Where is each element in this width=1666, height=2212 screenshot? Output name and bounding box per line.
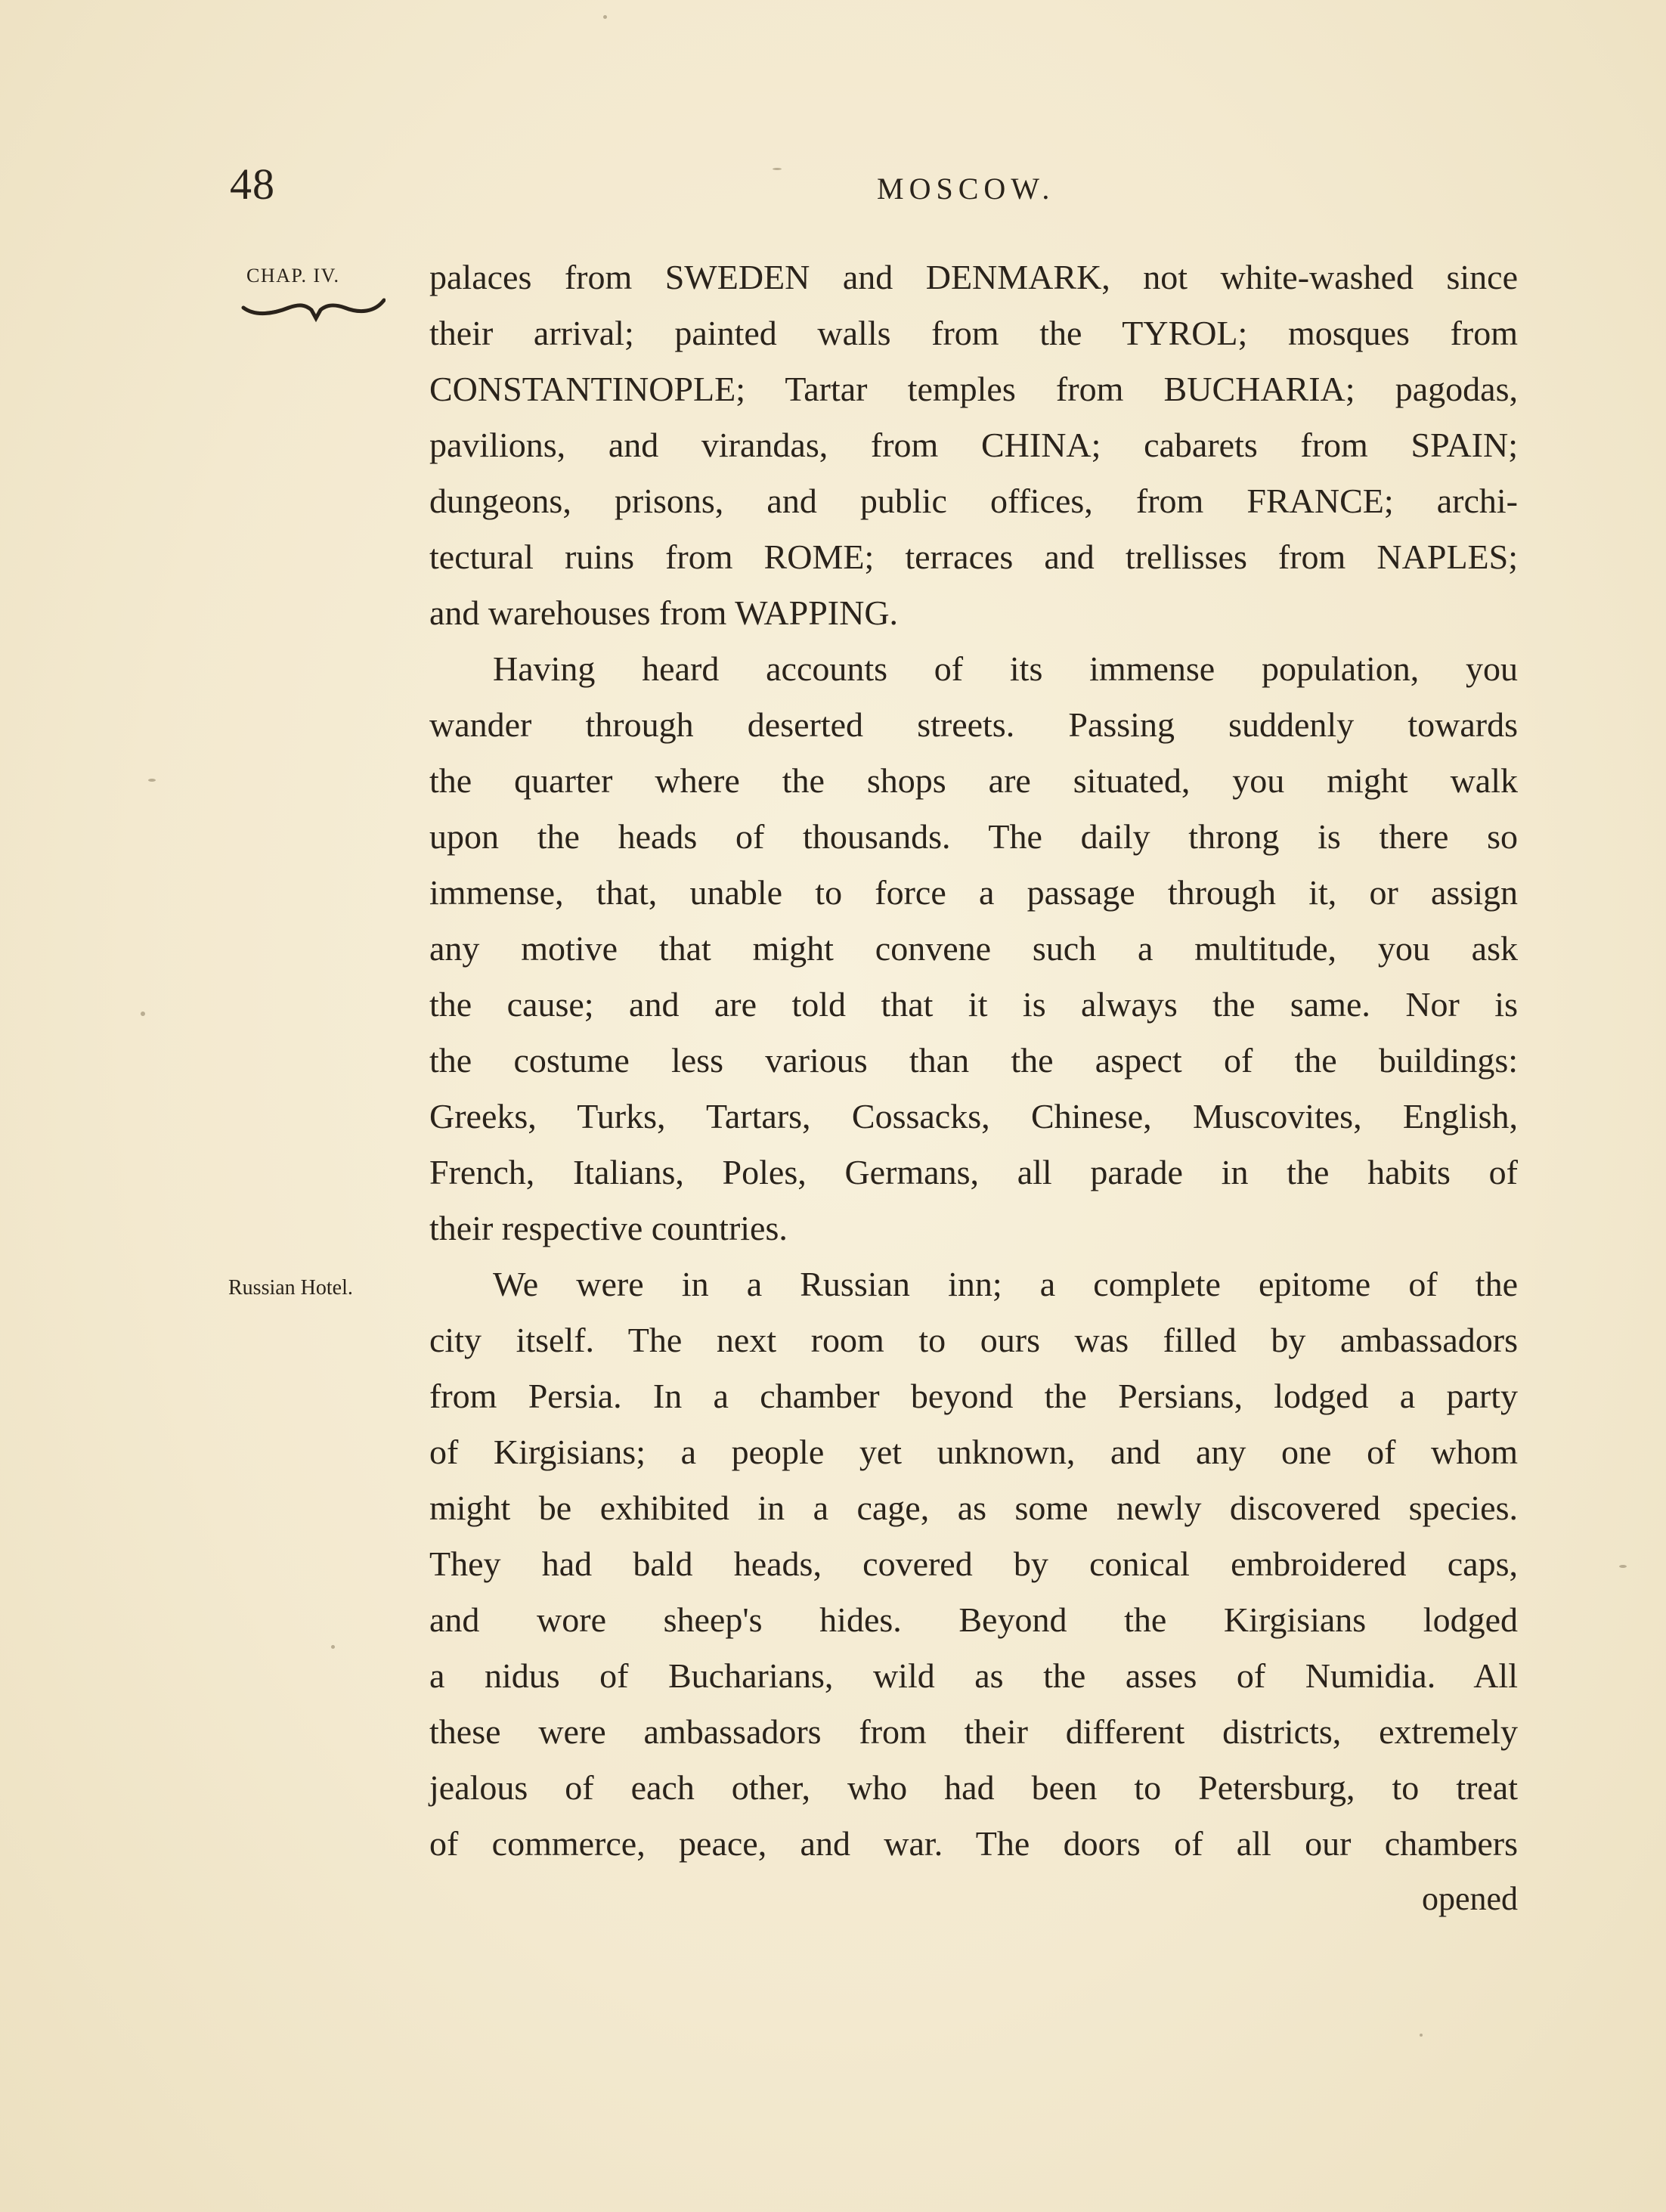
text-line: dungeons, prisons, and public offices, from FRANCE; archi- xyxy=(429,482,1518,520)
paper-speck xyxy=(1420,2034,1423,2037)
paper-speck xyxy=(148,779,156,782)
text-line: might be exhibited in a cage, as some newly discovered species. xyxy=(429,1489,1518,1527)
text-line: of Kirgisians; a people yet unknown, and any one of whom xyxy=(429,1433,1518,1471)
text-line: the cause; and are told that it is always the same. Nor is xyxy=(429,985,1518,1024)
flourish-ornament-icon xyxy=(240,297,386,327)
text-line: Having heard accounts of its immense population, you xyxy=(493,649,1518,688)
catchword: opened xyxy=(1421,1880,1518,1917)
text-line: any motive that might convene such a multitude, you ask xyxy=(429,929,1518,968)
text-line: French, Italians, Poles, Germans, all parade in the habits of xyxy=(429,1153,1518,1191)
paper-speck xyxy=(773,168,782,170)
paper-speck xyxy=(141,1012,145,1016)
running-title: MOSCOW. xyxy=(877,172,1055,206)
sidenote-russian-hotel: Russian Hotel. xyxy=(228,1276,353,1300)
text-line: of commerce, peace, and war. The doors of all our chambers xyxy=(429,1824,1518,1863)
body-text xyxy=(429,249,1518,1872)
text-line: and warehouses from WAPPING. xyxy=(429,593,899,632)
text-line: city itself. The next room to ours was filled by ambassadors xyxy=(429,1321,1518,1359)
text-line: Greeks, Turks, Tartars, Cossacks, Chinese, Muscovites, English, xyxy=(429,1097,1518,1135)
page-number: 48 xyxy=(230,160,275,209)
paper-speck xyxy=(603,15,607,19)
paper-speck xyxy=(1619,1565,1627,1568)
text-line: a nidus of Bucharians, wild as the asses of Numidia. All xyxy=(429,1656,1518,1695)
chapter-marginal-note: CHAP. IV. xyxy=(246,265,340,287)
text-line: and wore sheep's hides. Beyond the Kirgisians lodged xyxy=(429,1600,1518,1639)
text-line: the costume less various than the aspect of the buildings: xyxy=(429,1041,1518,1080)
text-line: palaces from SWEDEN and DENMARK, not white-washed since xyxy=(429,258,1518,296)
text-line: the quarter where the shops are situated, you might walk xyxy=(429,761,1518,800)
text-line: from Persia. In a chamber beyond the Persians, lodged a party xyxy=(429,1377,1518,1415)
text-line: wander through deserted streets. Passing suddenly towards xyxy=(429,705,1518,744)
text-line: their arrival; painted walls from the TYROL; mosques from xyxy=(429,314,1518,352)
text-line: tectural ruins from ROME; terraces and trellisses from NAPLES; xyxy=(429,538,1518,576)
paper-speck xyxy=(331,1645,335,1649)
text-line: immense, that, unable to force a passage through it, or assign xyxy=(429,873,1518,912)
text-line: jealous of each other, who had been to Petersburg, to treat xyxy=(429,1768,1518,1807)
text-line: CONSTANTINOPLE; Tartar temples from BUCHARIA; pagodas, xyxy=(429,370,1518,408)
text-line: They had bald heads, covered by conical embroidered caps, xyxy=(429,1544,1518,1583)
text-line: these were ambassadors from their different districts, extremely xyxy=(429,1712,1518,1751)
text-line: their respective countries. xyxy=(429,1209,788,1247)
text-line: pavilions, and virandas, from CHINA; cabarets from SPAIN; xyxy=(429,426,1518,464)
text-line: upon the heads of thousands. The daily throng is there so xyxy=(429,817,1518,856)
text-line: We were in a Russian inn; a complete epitome of the xyxy=(493,1265,1518,1303)
